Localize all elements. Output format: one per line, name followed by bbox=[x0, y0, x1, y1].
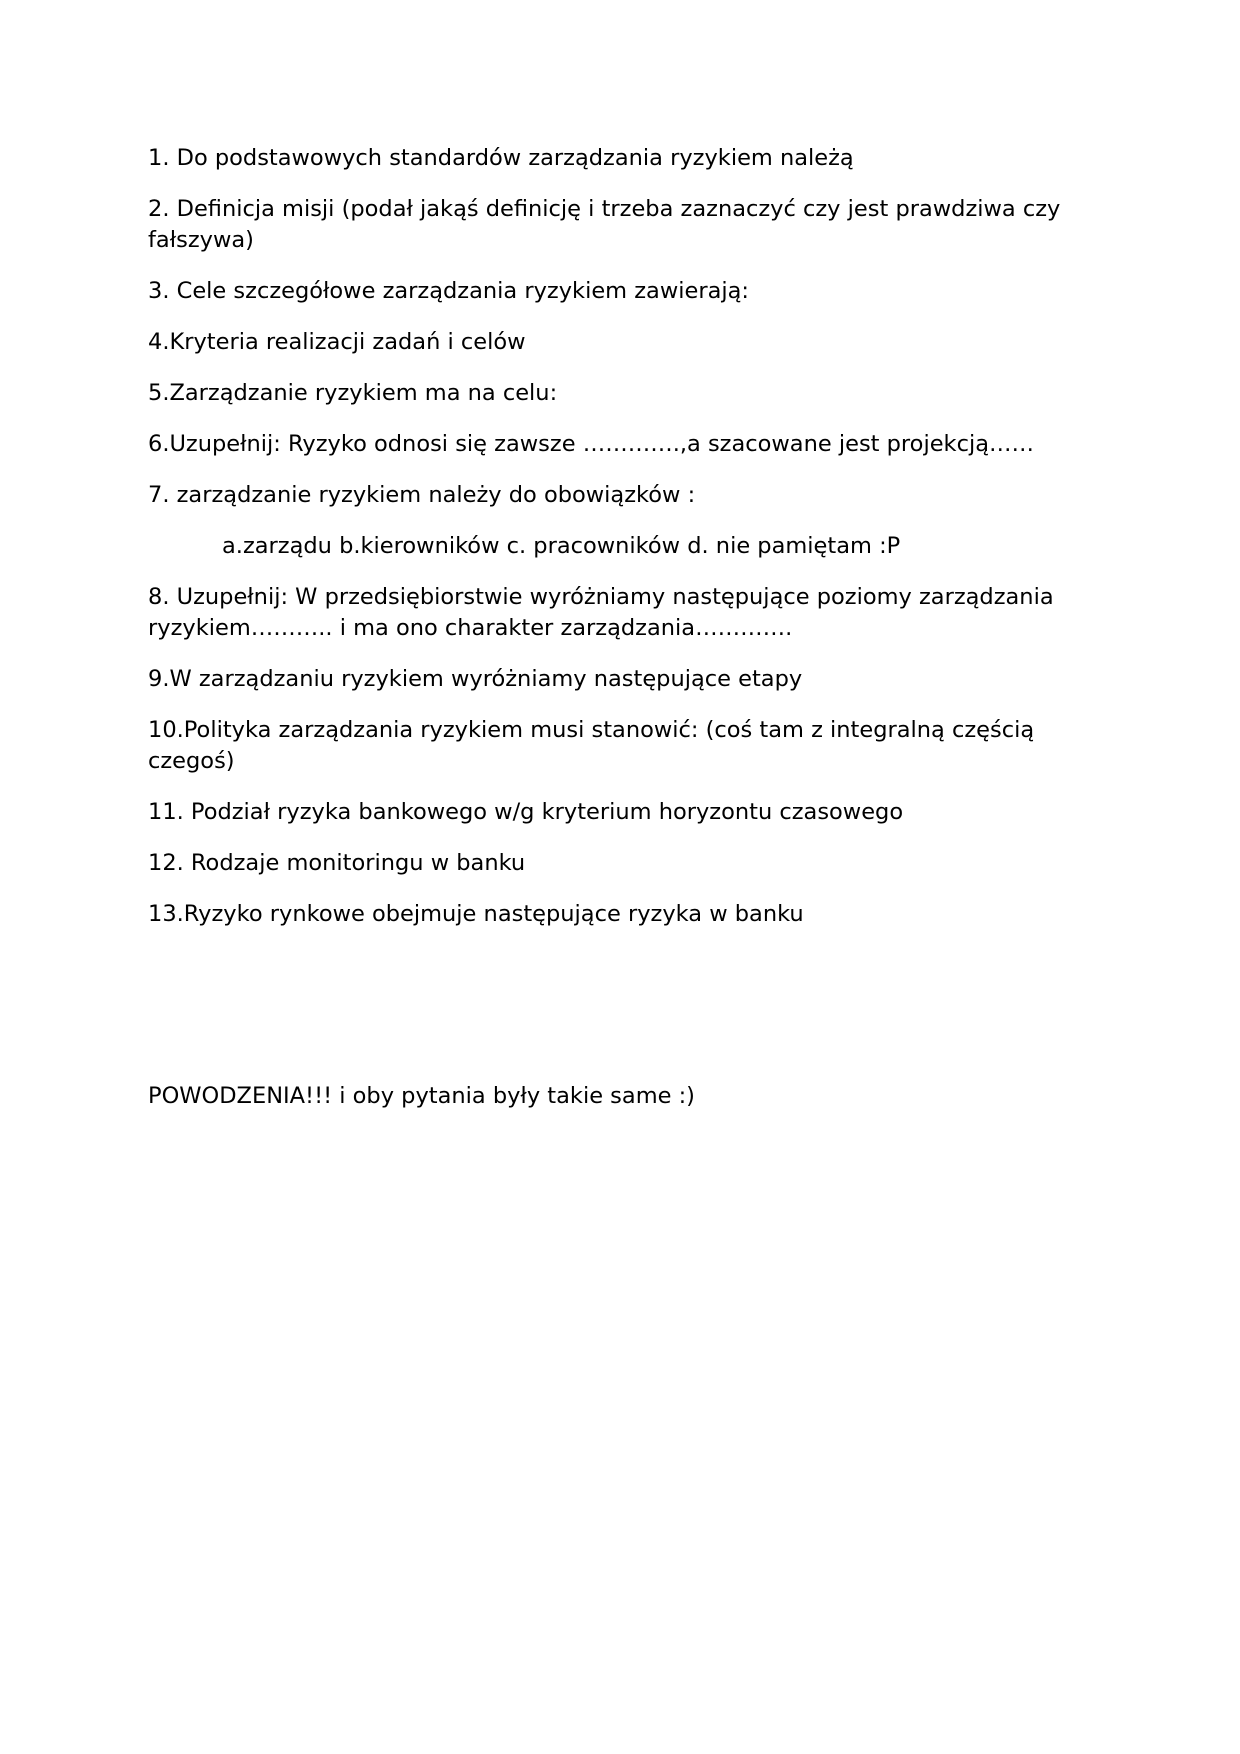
question-10: 10.Polityka zarządzania ryzykiem musi stanowić: (coś tam z integralną częścią czegoś) bbox=[148, 717, 1035, 774]
question-6: 6.Uzupełnij: Ryzyko odnosi się zawsze ………….,a szacowane jest projekcją…… bbox=[148, 431, 1034, 457]
question-12: 12. Rodzaje monitoringu w banku bbox=[148, 850, 526, 876]
question-11: 11. Podział ryzyka bankowego w/g kryterium horyzontu czasowego bbox=[148, 799, 904, 825]
closing-note: POWODZENIA!!! i oby pytania były takie same :) bbox=[148, 1082, 695, 1109]
question-list bbox=[148, 143, 1088, 950]
question-5: 5.Zarządzanie ryzykiem ma na celu: bbox=[148, 380, 558, 406]
question-7: 7. zarządzanie ryzykiem należy do obowiązków : bbox=[148, 482, 696, 508]
question-8: 8. Uzupełnij: W przedsiębiorstwie wyróżniamy następujące poziomy zarządzania ryzykiem……….. i ma ono charakter zarządzania…………. bbox=[148, 584, 1054, 641]
question-7-answers: a.zarządu b.kierowników c. pracowników d. nie pamiętam :P bbox=[222, 533, 901, 559]
question-1: 1. Do podstawowych standardów zarządzania ryzykiem należą bbox=[148, 145, 854, 171]
question-2: 2. Definicja misji (podał jakąś definicję i trzeba zaznaczyć czy jest prawdziwa czy fałszywa) bbox=[148, 196, 1061, 253]
question-13: 13.Ryzyko rynkowe obejmuje następujące ryzyka w banku bbox=[148, 901, 804, 927]
question-4: 4.Kryteria realizacji zadań i celów bbox=[148, 329, 526, 355]
question-9: 9.W zarządzaniu ryzykiem wyróżniamy następujące etapy bbox=[148, 666, 803, 692]
question-3: 3. Cele szczegółowe zarządzania ryzykiem zawierają: bbox=[148, 278, 749, 304]
